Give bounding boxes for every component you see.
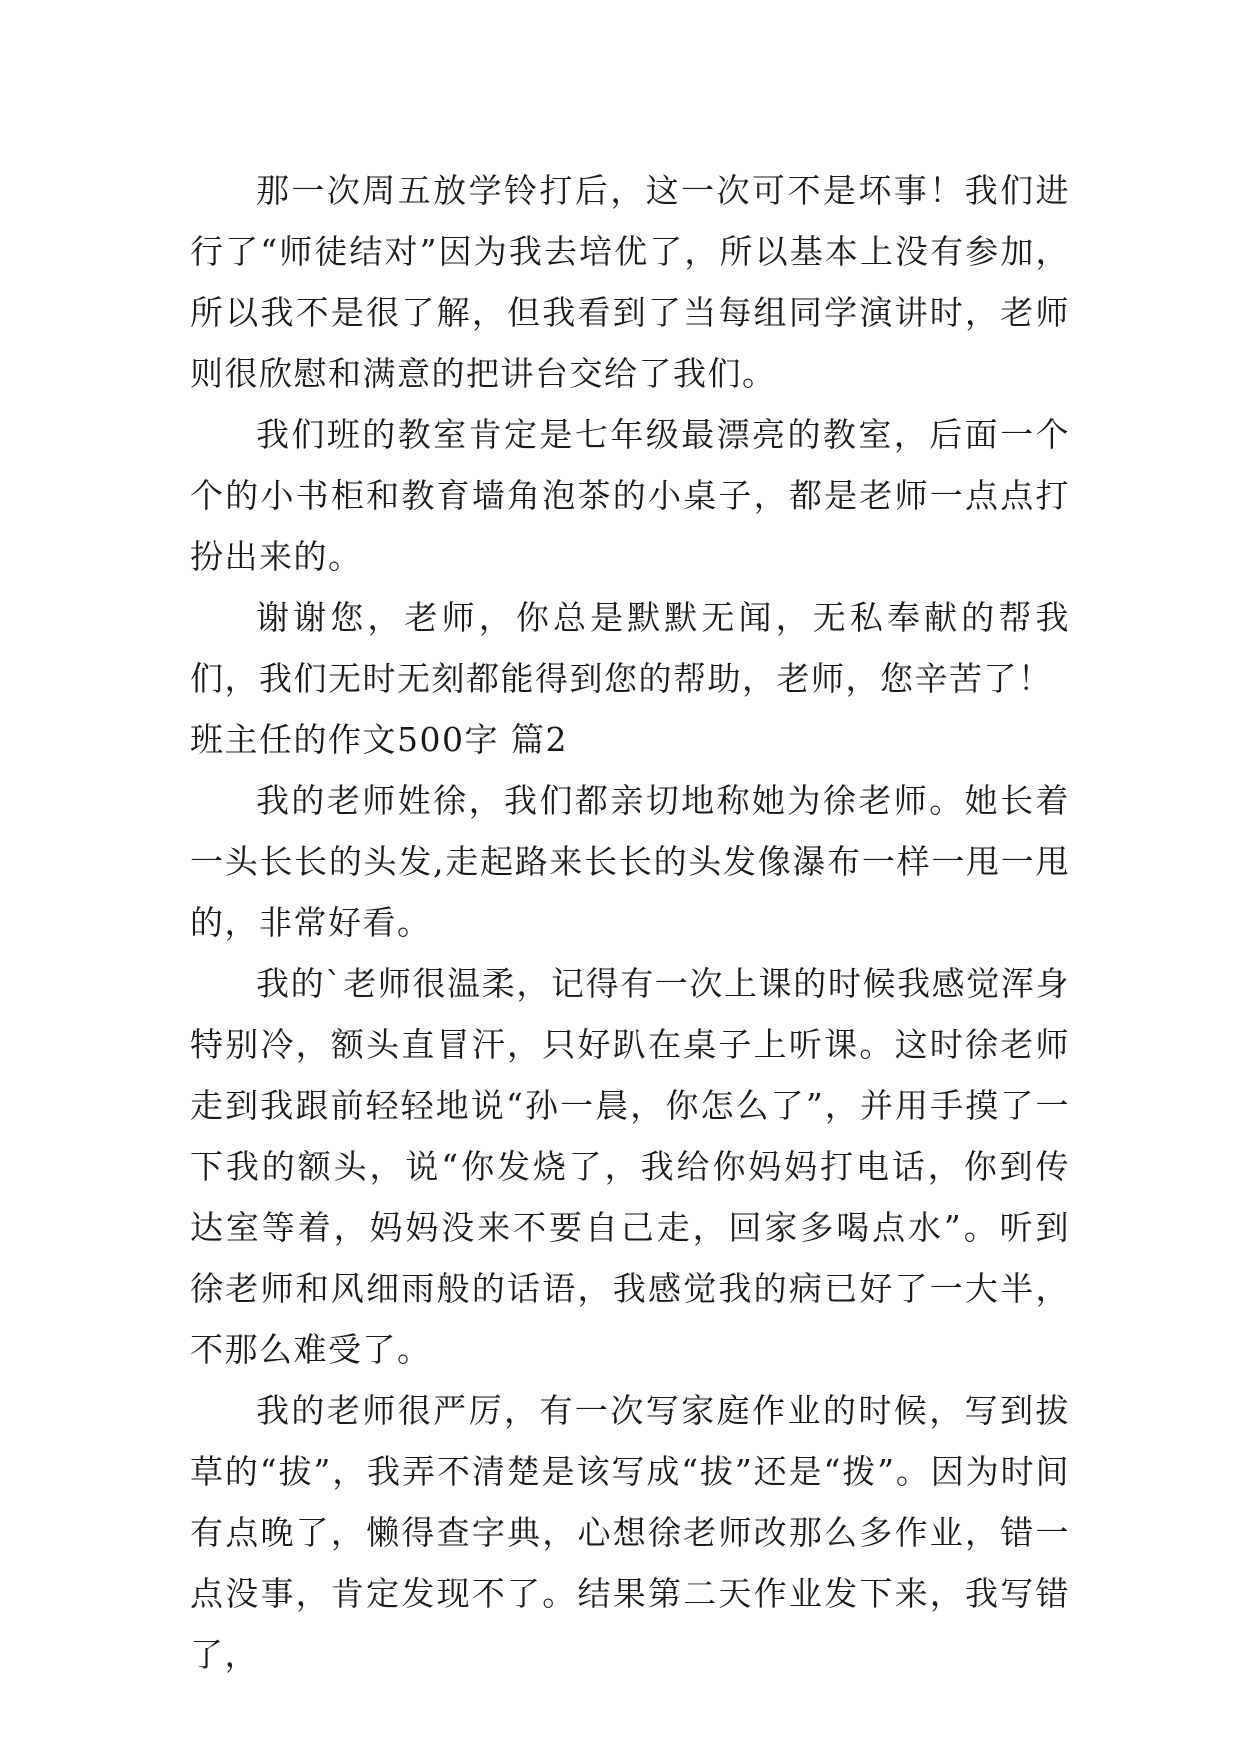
paragraph: 那一次周五放学铃打后，这一次可不是坏事！我们进行了“师徒结对”因为我去培优了，所以基本上没有参加，所以我不是很了解，但我看到了当每组同学演讲时，老师则很欣慰和满意的把讲台交给了我们。 [190, 171, 1070, 393]
document-body [190, 160, 1070, 1685]
section-heading: 班主任的作文500字 篇2 [190, 720, 568, 759]
paragraph: 我的老师姓徐，我们都亲切地称她为徐老师。她长着一头长长的头发,走起路来长长的头发像瀑布一样一甩一甩的，非常好看。 [190, 781, 1070, 942]
paragraph: 我的`老师很温柔，记得有一次上课的时候我感觉浑身特别冷，额头直冒汗，只好趴在桌子上听课。这时徐老师走到我跟前轻轻地说“孙一晨，你怎么了”，并用手摸了一下我的额头，说“你发烧了，我给你妈妈打电话，你到传达室等着，妈妈没来不要自己走，回家多喝点水”。听到徐老师和风细雨般的话语，我感觉我的病已好了一大半，不那么难受了。 [190, 964, 1070, 1369]
paragraph: 我们班的教室肯定是七年级最漂亮的教室，后面一个个的小书柜和教育墙角泡茶的小桌子，都是老师一点点打扮出来的。 [190, 415, 1070, 576]
paragraph: 我的老师很严厉，有一次写家庭作业的时候，写到拔草的“拔”，我弄不清楚是该写成“拔”还是“拨”。因为时间有点晚了，懒得查字典，心想徐老师改那么多作业，错一点没事，肯定发现不了。结果第二天作业发下来，我写错了， [190, 1391, 1070, 1674]
paragraph: 谢谢您，老师，你总是默默无闻，无私奉献的帮我们，我们无时无刻都能得到您的帮助，老师，您辛苦了！ [190, 598, 1070, 698]
